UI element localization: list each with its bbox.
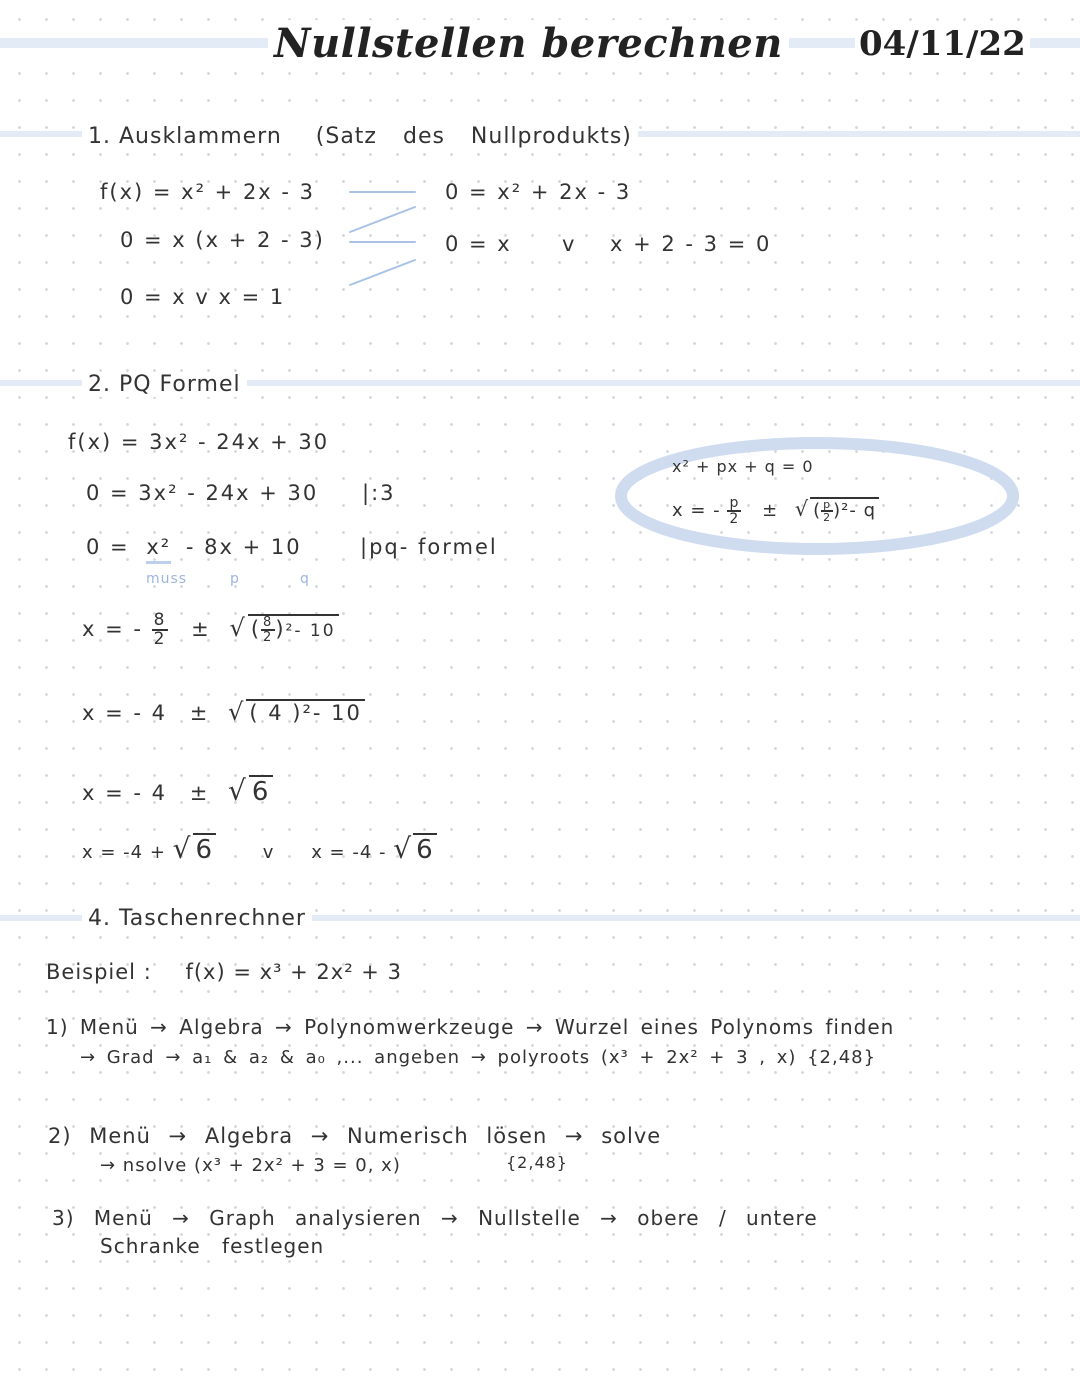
eq-part: 0 = [86, 535, 130, 559]
eq-part: x = -4 - [311, 842, 387, 863]
example-row [46, 960, 402, 984]
eq-part: x = - 4 [82, 701, 167, 725]
example-expression: f(x) = x³ + 2x² + 3 [185, 960, 402, 984]
pq-formula [672, 496, 879, 526]
calc-step-1-cont: → Grad → a₁ & a₂ & a₀ ,... angeben → polyroots (x³ + 2x² + 3 , x) {2,48} [80, 1047, 877, 1068]
sqrt-symbol: √ [227, 774, 248, 807]
plus-minus: ± [189, 701, 210, 725]
page-date: 04/11/22 [855, 24, 1030, 64]
sqrt-symbol: √ [393, 832, 413, 865]
annotation: p [230, 571, 240, 587]
plus-minus: ± [189, 781, 210, 805]
equation-note: |:3 [362, 481, 396, 505]
equation: x + 2 - 3 = 0 [610, 232, 772, 256]
eq-part: x = -4 + [82, 842, 166, 863]
calc-step-2: 2) Menü → Algebra → Numerisch lösen → solve [48, 1124, 662, 1148]
fraction-numerator: 8 [263, 615, 274, 630]
equation: f(x) = 3x² - 24x + 30 [68, 430, 330, 454]
calc-step-2-result: {2,48} [506, 1153, 568, 1172]
sqrt-symbol: √ [794, 497, 810, 521]
fraction [727, 496, 741, 526]
fraction-denominator: 2 [729, 511, 740, 527]
annotation: muss [146, 571, 188, 587]
fraction-numerator: p [821, 499, 833, 512]
fraction-denominator: 2 [263, 630, 274, 645]
sqrt-body: ( $\frac{p}{2}$ )²- q [810, 497, 879, 523]
pq-general-equation: x² + px + q = 0 [672, 457, 814, 476]
equation: 0 = 3x² - 24x + 30 [86, 481, 319, 505]
sqrt-body: ( 4 )²- 10 [246, 699, 365, 725]
equation: 0 = x [445, 232, 512, 256]
or-symbol: v [562, 232, 577, 256]
annotation: q [300, 571, 310, 587]
equation: 0 = x² + 2x - 3 [445, 180, 632, 204]
sqrt-body: 6 [249, 775, 274, 807]
section-heading-paren: (Satz des Nullprodukts) [315, 124, 632, 149]
calc-step-3: 3) Menü → Graph analysieren → Nullstelle → obere / untere [52, 1206, 818, 1230]
eq-part: x = - [672, 500, 721, 521]
eq-part: ²- 10 [285, 621, 336, 641]
fraction [821, 499, 833, 523]
equation: 0 = x v x = 1 [120, 285, 286, 309]
sqrt-symbol: √ [227, 698, 246, 726]
calc-step-2-cont: → nsolve (x³ + 2x² + 3 = 0, x) [100, 1155, 401, 1176]
example-label: Beispiel : [46, 960, 152, 984]
plus-minus: ± [191, 617, 211, 641]
equation: 0 = x (x + 2 - 3) [120, 228, 325, 252]
plus-minus: ± [762, 500, 779, 521]
section-heading: 4. Taschenrechner [82, 906, 312, 931]
calc-step-1: 1) Menü → Algebra → Polynomwerkzeuge → Wurzel eines Polynoms finden [46, 1015, 895, 1039]
sqrt-body: ( $\frac{8}{2}$ )²- 10 [248, 614, 339, 644]
sqrt-body: 6 [193, 833, 217, 865]
fraction-numerator: 8 [153, 610, 167, 630]
sqrt-symbol: √ [229, 614, 247, 642]
section-heading: 2. PQ Formel [82, 372, 247, 397]
eq-part: x = - [82, 617, 143, 641]
or-symbol: v [262, 842, 275, 863]
eq-part: x = - 4 [82, 781, 167, 805]
fraction-numerator: p [727, 496, 741, 512]
equation-note: |pq- formel [360, 535, 498, 559]
page-title: Nullstellen berechnen [268, 20, 789, 67]
calc-step-3-cont: Schranke festlegen [100, 1234, 325, 1258]
sqrt-symbol: √ [172, 832, 192, 865]
sqrt-body: 6 [413, 833, 437, 865]
eq-part: - 8x + 10 [185, 535, 302, 559]
equation: f(x) = x² + 2x - 3 [100, 180, 316, 204]
fraction-denominator: 2 [153, 629, 167, 649]
eq-part: ²- q [841, 500, 877, 521]
fraction-denominator: 2 [823, 511, 832, 524]
eq-x-squared: x² [146, 535, 171, 564]
section-heading-text: 1. Ausklammern [88, 124, 282, 149]
